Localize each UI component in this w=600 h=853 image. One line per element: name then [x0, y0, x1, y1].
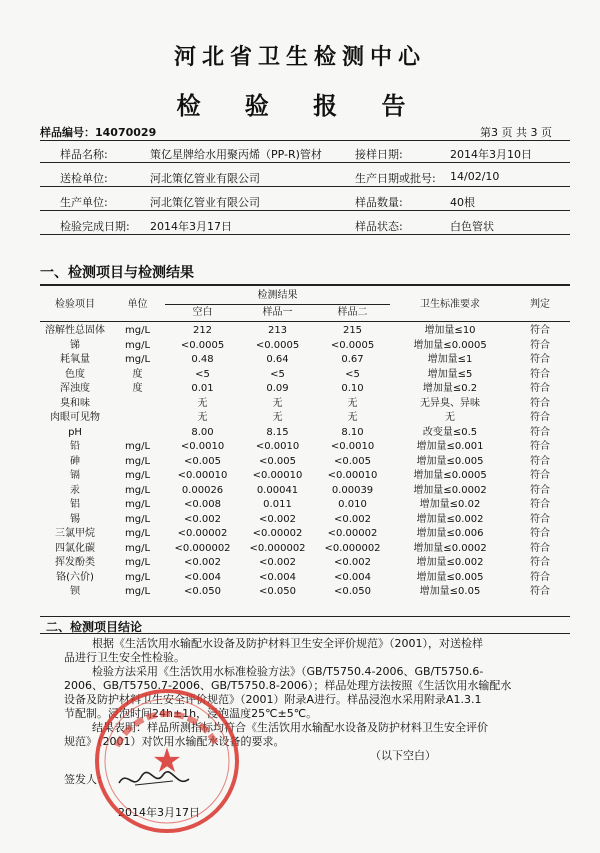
cell-item: 耗氧量: [60, 354, 90, 366]
official-seal: [92, 686, 242, 836]
cell-blank: 0.00026: [181, 484, 224, 496]
cell-sample1: <5: [270, 368, 285, 380]
cell-item: 汞: [70, 484, 80, 496]
cell-verdict: 符合: [530, 368, 550, 380]
header-blank: 空白: [192, 307, 213, 318]
cell-sample2: <0.00002: [327, 528, 378, 540]
cell-blank: <0.0010: [180, 441, 225, 453]
cell-sample2: <5: [345, 368, 360, 380]
conclusion-line: 根据《生活饮用水输配水设备及防护材料卫生安全评价规范》（2001），对送检样: [92, 637, 483, 650]
divider: [40, 633, 570, 634]
cell-sample1: <0.0010: [255, 441, 300, 453]
cell-blank: 212: [192, 325, 213, 337]
cell-standard: 无: [445, 412, 455, 424]
cell-sample2: 8.10: [341, 426, 364, 438]
table-row: [40, 513, 570, 528]
cell-sample1: 无: [272, 412, 283, 424]
section-title: 二、检测项目结论: [46, 620, 143, 634]
cell-unit: mg/L: [124, 528, 151, 540]
cell-sample2: 无: [347, 397, 358, 409]
cell-sample1: <0.050: [258, 586, 296, 598]
cell-item: 锡: [70, 513, 80, 525]
cell-unit: mg/L: [124, 542, 151, 554]
cell-sample2: 0.00039: [331, 484, 374, 496]
divider: [40, 616, 570, 617]
cell-blank: <0.0005: [180, 339, 225, 351]
cell-unit: mg/L: [124, 354, 151, 366]
cell-item: 铬(六价): [56, 571, 94, 583]
cell-standard: 增加量≤5: [427, 368, 473, 380]
cell-sample1: 无: [272, 397, 283, 409]
table-row: [40, 440, 570, 455]
cell-unit: mg/L: [124, 441, 151, 453]
cell-verdict: 符合: [530, 557, 550, 569]
header-results: 检测结果: [165, 288, 390, 305]
header-sample1: 样品一: [262, 307, 293, 318]
cell-sample1: <0.004: [258, 571, 296, 583]
cell-standard: 增加量≤0.05: [419, 586, 481, 598]
results-table: [40, 288, 570, 600]
cell-standard: 增加量≤0.0002: [413, 542, 487, 554]
cell-standard: 增加量≤0.02: [419, 499, 481, 511]
cell-standard: 增加量≤0.005: [416, 455, 484, 467]
divider: [40, 210, 570, 211]
cell-sample2: <0.002: [333, 557, 371, 569]
table-row: [40, 585, 570, 600]
sample-state: 白色管状: [450, 220, 494, 233]
sample-number: [40, 124, 156, 140]
cell-item: 挥发酚类: [55, 557, 95, 569]
issuer-label: 签发人：: [64, 773, 108, 786]
cell-unit: 度: [132, 368, 143, 380]
cell-standard: 增加量≤0.006: [416, 528, 484, 540]
table-row: [40, 542, 570, 557]
table-row: [40, 339, 570, 354]
cell-sample1: <0.005: [258, 455, 296, 467]
conclusion-line: 规范》（2001）对饮用水输配水设备的要求。: [64, 735, 285, 748]
table-row: [40, 353, 570, 368]
cell-item: 肉眼可见物: [50, 412, 100, 424]
cell-standard: 增加量≤0.0005: [413, 339, 487, 351]
cell-standard: 增加量≤0.005: [416, 571, 484, 583]
header-item: 检验项目: [55, 298, 95, 310]
cell-standard: 增加量≤0.0005: [413, 470, 487, 482]
cell-standard: 增加量≤10: [424, 325, 476, 337]
cell-blank: 0.48: [191, 354, 214, 366]
cell-unit: mg/L: [124, 586, 151, 598]
document-title: 检 验 报 告: [176, 92, 424, 120]
cell-unit: mg/L: [124, 557, 151, 569]
cell-item: pH: [68, 426, 82, 438]
receipt-date: 2014年3月10日: [450, 148, 532, 161]
blank-below: （以下空白）: [370, 749, 436, 762]
cell-blank: <0.004: [183, 571, 221, 583]
cell-unit: mg/L: [124, 455, 151, 467]
cell-standard: 无异臭、异味: [420, 397, 480, 409]
table-row: [40, 556, 570, 571]
cell-item: 臭和味: [60, 397, 90, 409]
cell-unit: [110, 426, 165, 441]
cell-unit: 度: [132, 383, 143, 395]
cell-blank: <0.008: [183, 499, 221, 511]
cell-standard: 增加量≤0.002: [416, 557, 484, 569]
completed-label: 检验完成日期:: [60, 220, 130, 233]
cell-unit: [110, 411, 165, 426]
cell-verdict: 符合: [530, 339, 550, 351]
cell-blank: 0.01: [191, 383, 214, 395]
receipt-date-label: 接样日期:: [355, 148, 403, 161]
cell-verdict: 符合: [530, 455, 550, 467]
quantity: 40根: [450, 196, 475, 209]
cell-unit: mg/L: [124, 339, 151, 351]
table-row: [40, 411, 570, 426]
cell-standard: 增加量≤0.0002: [413, 484, 487, 496]
svg-text:★: ★: [151, 741, 183, 781]
batch: 14/02/10: [450, 170, 500, 183]
cell-blank: <0.002: [183, 513, 221, 525]
cell-sample2: 0.010: [338, 499, 367, 511]
divider: [40, 140, 570, 141]
cell-blank: <0.002: [183, 557, 221, 569]
cell-sample2: 215: [342, 325, 363, 337]
cell-sample1: <0.002: [258, 513, 296, 525]
cell-verdict: 符合: [530, 528, 550, 540]
header-verdict: 判定: [530, 298, 550, 310]
cell-standard: 改变量≤0.5: [422, 426, 478, 438]
cell-sample1: <0.00002: [252, 528, 303, 540]
cell-sample1: 0.64: [266, 354, 289, 366]
cell-item: 四氯化碳: [55, 542, 95, 554]
cell-verdict: 符合: [530, 542, 550, 554]
cell-unit: mg/L: [124, 571, 151, 583]
cell-blank: 无: [197, 397, 208, 409]
conclusion-line: 结果表明：样品所测指标均符合《生活饮用水输配水设备及防护材料卫生安全评价: [92, 721, 488, 734]
cell-item: 铅: [70, 441, 80, 453]
sample-name-label: 样品名称:: [60, 148, 108, 161]
producer: 河北策亿管业有限公司: [150, 196, 260, 209]
cell-verdict: 符合: [530, 470, 550, 482]
cell-verdict: 符合: [530, 397, 550, 409]
cell-item: 色度: [65, 368, 85, 380]
cell-item: 铝: [70, 499, 80, 511]
conclusion-line: 品进行卫生安全性检验。: [64, 651, 185, 664]
cell-verdict: 符合: [530, 513, 550, 525]
quantity-label: 样品数量:: [355, 196, 403, 209]
cell-sample2: <0.0005: [330, 339, 375, 351]
cell-unit: mg/L: [124, 470, 151, 482]
cell-verdict: 符合: [530, 571, 550, 583]
cell-sample2: <0.050: [333, 586, 371, 598]
cell-sample2: <0.00010: [327, 470, 378, 482]
cell-sample1: 213: [267, 325, 288, 337]
cell-verdict: 符合: [530, 426, 550, 438]
cell-verdict: 符合: [530, 484, 550, 496]
cell-standard: 增加量≤1: [427, 354, 473, 366]
issue-date: 2014年3月17日: [118, 806, 200, 819]
completed-date: 2014年3月17日: [150, 220, 232, 233]
cell-sample2: 0.10: [341, 383, 364, 395]
divider: [40, 234, 570, 235]
header-standard: 卫生标准要求: [420, 298, 480, 310]
cell-unit: mg/L: [124, 484, 151, 496]
cell-verdict: 符合: [530, 383, 550, 395]
submitter-label: 送检单位:: [60, 172, 108, 185]
divider: [40, 186, 570, 187]
header-sample2: 样品二: [337, 307, 368, 318]
cell-item: 砷: [70, 455, 80, 467]
table-row: [40, 571, 570, 586]
cell-sample1: 0.00041: [256, 484, 299, 496]
submitter: 河北策亿管业有限公司: [150, 172, 260, 185]
cell-blank: 无: [197, 412, 208, 424]
divider: [40, 284, 570, 286]
cell-unit: mg/L: [124, 499, 151, 511]
cell-sample1: <0.002: [258, 557, 296, 569]
cell-sample1: 0.09: [266, 383, 289, 395]
cell-item: 浑浊度: [60, 383, 90, 395]
cell-item: 溶解性总固体: [45, 325, 105, 337]
cell-verdict: 符合: [530, 325, 550, 337]
cell-blank: <0.000002: [174, 542, 231, 554]
cell-sample2: <0.005: [333, 455, 371, 467]
divider: [40, 162, 570, 163]
cell-verdict: 符合: [530, 354, 550, 366]
cell-item: 钡: [70, 586, 80, 598]
cell-sample1: 8.15: [266, 426, 289, 438]
conclusion-line: 检验方法采用《生活饮用水标准检验方法》（GB/T5750.4-2006、GB/T5750.6-: [92, 665, 484, 678]
cell-standard: 增加量≤0.001: [416, 441, 484, 453]
batch-label: 生产日期或批号:: [355, 172, 436, 185]
cell-blank: <0.00010: [177, 470, 228, 482]
cell-sample2: <0.002: [333, 513, 371, 525]
cell-sample1: <0.000002: [249, 542, 306, 554]
table-row: [40, 397, 570, 412]
state-label: 样品状态:: [355, 220, 403, 233]
cell-blank: 8.00: [191, 426, 214, 438]
cell-verdict: 符合: [530, 441, 550, 453]
table-row: [40, 484, 570, 499]
cell-sample1: 0.011: [263, 499, 292, 511]
cell-verdict: 符合: [530, 499, 550, 511]
page-info: 第3 页 共 3 页: [480, 126, 552, 139]
sample-number-value: 14070029: [95, 126, 157, 139]
table-row: [40, 527, 570, 542]
table-row: [40, 368, 570, 383]
table-row: [40, 324, 570, 339]
table-row: [40, 455, 570, 470]
table-row: [40, 426, 570, 441]
cell-sample2: <0.0010: [330, 441, 375, 453]
header-unit: 单位: [127, 298, 148, 310]
cell-item: 三氯甲烷: [55, 528, 95, 540]
conclusion-line: 2006、GB/T5750.7-2006、GB/T5750.8-2006）；样品处理方法按照《生活饮用水输配水: [64, 679, 512, 692]
cell-sample2: 无: [347, 412, 358, 424]
sample-name: 策亿星牌给水用聚丙烯（PP-R)管材: [150, 148, 322, 161]
cell-unit: mg/L: [124, 513, 151, 525]
cell-item: 镉: [70, 470, 80, 482]
cell-sample1: <0.0005: [255, 339, 300, 351]
cell-unit: [110, 397, 165, 412]
cell-blank: <5: [195, 368, 210, 380]
cell-standard: 增加量≤0.2: [422, 383, 478, 395]
section-title: 一、检测项目与检测结果: [40, 265, 194, 281]
cell-sample2: 0.67: [341, 354, 364, 366]
cell-verdict: 符合: [530, 586, 550, 598]
cell-sample2: <0.000002: [324, 542, 381, 554]
table-row: [40, 382, 570, 397]
cell-sample1: <0.00010: [252, 470, 303, 482]
cell-blank: <0.050: [183, 586, 221, 598]
org-name: 河北省卫生检测中心: [173, 45, 426, 70]
cell-unit: mg/L: [124, 325, 151, 337]
conclusion-line: 节配制。浸泡时间24h±1h，浸泡温度25℃±5℃。: [64, 707, 318, 720]
sample-number-label: 样品编号：: [40, 126, 95, 139]
conclusion-line: 设备及防护材料卫生安全评价规范》（2001）附录A进行。样品浸泡水采用附录A1.3.1: [64, 693, 482, 706]
cell-verdict: 符合: [530, 412, 550, 424]
cell-blank: <0.005: [183, 455, 221, 467]
cell-standard: 增加量≤0.002: [416, 513, 484, 525]
table-row: [40, 469, 570, 484]
cell-sample2: <0.004: [333, 571, 371, 583]
cell-item: 锑: [70, 339, 80, 351]
producer-label: 生产单位:: [60, 196, 108, 209]
cell-blank: <0.00002: [177, 528, 228, 540]
table-row: [40, 498, 570, 513]
